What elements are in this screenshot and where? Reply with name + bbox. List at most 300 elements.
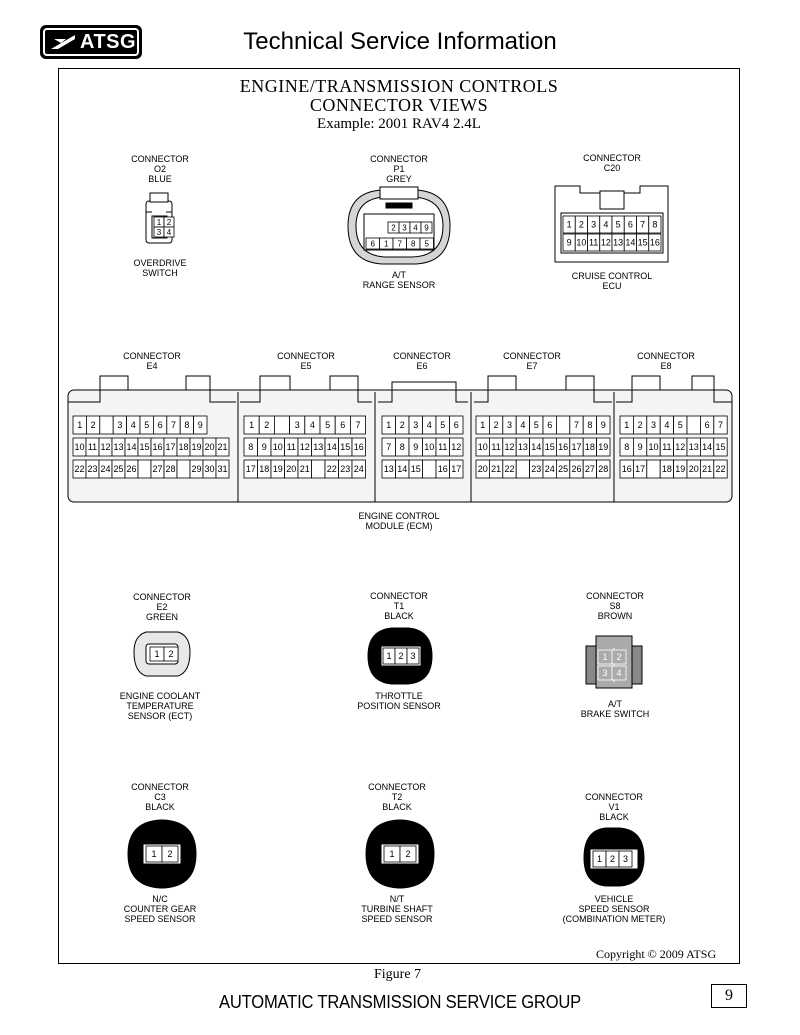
pin-e5_r2-6: [325, 438, 339, 456]
pin-c20_r1-4: [612, 216, 624, 233]
pin-e7_r2-2: [503, 438, 516, 456]
svg-text:5: 5: [615, 219, 621, 230]
svg-text:3: 3: [413, 420, 419, 431]
svg-text:15: 15: [715, 442, 726, 453]
pin-p1_bot-3: [407, 238, 421, 249]
pin-v1-2: [619, 851, 632, 867]
desc-ecm: ENGINE CONTROL MODULE (ECM): [358, 511, 440, 531]
pin-e6_r3-5: [450, 460, 464, 478]
svg-text:27: 27: [584, 464, 595, 475]
pin-p1_top-2: [410, 222, 421, 233]
pin-e7_r1-5: [543, 416, 556, 434]
pin-c20_r1-0: [563, 216, 575, 233]
pin-c3-1: [162, 846, 178, 862]
svg-text:17: 17: [571, 442, 582, 453]
pin-e4_r3-10: [203, 460, 216, 478]
pin-c20_r2-6: [637, 234, 649, 251]
pin-e5_r1-3: [290, 416, 305, 434]
pin-e4_r1-3: [113, 416, 126, 434]
pin-e8_r1-1: [633, 416, 646, 434]
svg-text:1: 1: [151, 849, 157, 860]
svg-text:2: 2: [167, 849, 173, 860]
pin-e7_r3-2: [503, 460, 516, 478]
pin-e7_r1-9: [597, 416, 610, 434]
svg-text:1: 1: [77, 420, 83, 431]
svg-text:15: 15: [410, 464, 421, 475]
pin-v1-1: [606, 851, 619, 867]
svg-text:8: 8: [411, 239, 416, 249]
svg-text:5: 5: [677, 420, 683, 431]
pin-e5_r2-8: [352, 438, 366, 456]
svg-text:5: 5: [144, 420, 150, 431]
figure-title-line1: ENGINE/TRANSMISSION CONTROLS: [239, 76, 559, 96]
svg-text:22: 22: [715, 464, 726, 475]
label-c3: CONNECTOR C3 BLACK: [131, 782, 189, 812]
pin-c20_r2-4: [612, 234, 624, 251]
desc-c20: CRUISE CONTROL ECU: [571, 271, 653, 291]
pin-e8_r3-7: [714, 460, 727, 478]
pin-e7_r1-7: [570, 416, 583, 434]
pin-p1_top-1: [399, 222, 410, 233]
page-title: Technical Service Information: [243, 28, 557, 55]
svg-text:21: 21: [217, 442, 228, 453]
svg-text:15: 15: [544, 442, 555, 453]
svg-text:12: 12: [675, 442, 686, 453]
pin-e4_r2-9: [190, 438, 203, 456]
svg-text:13: 13: [688, 442, 699, 453]
pin-c20_r2-2: [588, 234, 600, 251]
pin-e6_r2-2: [409, 438, 423, 456]
pin-e8_r3-1: [633, 460, 646, 478]
svg-text:8: 8: [248, 442, 254, 453]
label-e5: CONNECTOR E5: [277, 351, 335, 371]
svg-text:12: 12: [451, 442, 462, 453]
pin-c20_r2-1: [575, 234, 587, 251]
pin-e5_r2-4: [298, 438, 312, 456]
svg-text:9: 9: [424, 223, 429, 233]
pin-e8_r1-0: [620, 416, 633, 434]
svg-text:21: 21: [299, 464, 310, 475]
pin-s8a-0: [598, 650, 612, 664]
label-e7: CONNECTOR E7: [503, 351, 561, 371]
svg-text:4: 4: [130, 420, 136, 431]
svg-text:6: 6: [370, 239, 375, 249]
pin-t1-2: [407, 648, 419, 664]
svg-text:5: 5: [424, 239, 429, 249]
pin-e5_r1-4: [305, 416, 320, 434]
pin-e6_r2-4: [436, 438, 450, 456]
svg-text:18: 18: [178, 442, 189, 453]
svg-text:10: 10: [648, 442, 659, 453]
svg-text:4: 4: [603, 219, 609, 230]
pin-e5_r3-6: [325, 460, 339, 478]
svg-text:11: 11: [438, 442, 448, 453]
svg-text:23: 23: [531, 464, 542, 475]
svg-text:2: 2: [399, 420, 405, 431]
pin-e4_r3-9: [190, 460, 203, 478]
pin-e7_r3-1: [489, 460, 502, 478]
pin-e5_r2-1: [258, 438, 272, 456]
svg-text:1: 1: [596, 854, 603, 865]
svg-text:5: 5: [325, 420, 331, 431]
pin-e4_r2-7: [164, 438, 177, 456]
svg-text:7: 7: [170, 420, 177, 431]
svg-text:2: 2: [578, 219, 584, 230]
svg-text:4: 4: [426, 420, 432, 431]
pin-e4_r2-10: [203, 438, 216, 456]
figure-example: Example: 2001 RAV4 2.4L: [317, 116, 481, 132]
pin-e8_r2-7: [714, 438, 727, 456]
svg-text:3: 3: [410, 651, 416, 662]
pin-e8_r1-6: [700, 416, 713, 434]
pin-e8_r2-6: [700, 438, 713, 456]
figure-title-line2: CONNECTOR VIEWS: [309, 95, 489, 115]
svg-text:19: 19: [272, 464, 283, 475]
pin-e7_r3-6: [556, 460, 569, 478]
svg-text:20: 20: [204, 442, 215, 453]
svg-text:20: 20: [477, 464, 488, 475]
pin-e6_r3-3: [423, 460, 437, 478]
pin-e8_r3-3: [660, 460, 673, 478]
svg-text:21: 21: [702, 464, 713, 475]
pin-e8_r2-4: [674, 438, 687, 456]
svg-text:31: 31: [217, 464, 228, 475]
page-number: 9: [711, 984, 747, 1008]
pin-e4_r3-3: [112, 460, 125, 478]
pin-e5_r3-4: [298, 460, 312, 478]
pin-e5_r1-5: [320, 416, 335, 434]
svg-text:26: 26: [571, 464, 582, 475]
pin-e4_r3-8: [177, 460, 190, 478]
svg-text:3: 3: [591, 219, 597, 230]
svg-text:8: 8: [399, 442, 405, 453]
svg-text:9: 9: [261, 442, 267, 453]
svg-text:12: 12: [504, 442, 515, 453]
svg-text:14: 14: [531, 442, 542, 453]
pin-e5_r3-3: [285, 460, 299, 478]
pin-e4_r3-7: [164, 460, 177, 478]
pin-e5_r2-5: [312, 438, 326, 456]
svg-text:28: 28: [598, 464, 609, 475]
svg-text:10: 10: [272, 442, 283, 453]
svg-text:12: 12: [100, 442, 111, 453]
pin-e6_r1-2: [409, 416, 423, 434]
pin-e7_r2-8: [583, 438, 596, 456]
pin-e4_r1-1: [86, 416, 99, 434]
desc-p1: A/T RANGE SENSOR: [362, 270, 436, 290]
pin-e4_r2-11: [216, 438, 229, 456]
pin-e5_r2-7: [339, 438, 353, 456]
svg-text:10: 10: [576, 237, 587, 248]
pin-e8_r1-3: [660, 416, 673, 434]
svg-text:26: 26: [126, 464, 137, 475]
pin-p1_bot-1: [380, 238, 394, 249]
figure-caption: Figure 7: [374, 967, 422, 982]
pin-e6_r2-0: [382, 438, 396, 456]
svg-text:14: 14: [326, 442, 337, 453]
pin-e8_r1-7: [714, 416, 727, 434]
pin-e5_r2-0: [244, 438, 258, 456]
svg-text:2: 2: [90, 420, 96, 431]
pin-e5_r1-2: [274, 416, 289, 434]
svg-text:1: 1: [154, 649, 160, 660]
pin-e7_r1-4: [530, 416, 543, 434]
svg-text:1: 1: [624, 420, 630, 431]
footer-org: AUTOMATIC TRANSMISSION SERVICE GROUP: [218, 992, 582, 1012]
pin-e7_r1-8: [583, 416, 596, 434]
svg-text:17: 17: [635, 464, 646, 475]
pin-e4_r3-0: [73, 460, 86, 478]
svg-text:24: 24: [100, 464, 111, 475]
pin-c20_r1-1: [575, 216, 587, 233]
pin-e5_r3-0: [244, 460, 258, 478]
svg-text:11: 11: [662, 442, 672, 453]
pin-s8b-1: [612, 666, 626, 680]
pin-e7_r1-1: [489, 416, 502, 434]
svg-text:5: 5: [533, 420, 539, 431]
svg-text:2: 2: [168, 649, 174, 660]
svg-text:16: 16: [437, 464, 448, 475]
pin-e7_r1-0: [476, 416, 489, 434]
label-s8: CONNECTOR S8 BROWN: [586, 591, 644, 621]
pin-e4_r2-3: [112, 438, 125, 456]
svg-text:4: 4: [664, 420, 670, 431]
svg-text:3: 3: [402, 223, 407, 233]
label-t1: CONNECTOR T1 BLACK: [370, 591, 428, 621]
pin-c20_r1-7: [649, 216, 661, 233]
svg-text:6: 6: [157, 420, 163, 431]
svg-text:20: 20: [688, 464, 699, 475]
svg-text:1: 1: [384, 239, 389, 249]
pin-e6_r3-1: [396, 460, 410, 478]
pin-e2-1: [164, 647, 178, 661]
pin-e5_r3-1: [258, 460, 272, 478]
svg-text:3: 3: [117, 420, 123, 431]
svg-text:19: 19: [191, 442, 202, 453]
pin-p1_bot-0: [366, 238, 380, 249]
pin-e5_r2-2: [271, 438, 285, 456]
label-e4: CONNECTOR E4: [123, 351, 181, 371]
pin-c20_r1-3: [600, 216, 612, 233]
svg-text:6: 6: [704, 420, 710, 431]
pin-e6_r1-3: [423, 416, 437, 434]
svg-text:17: 17: [165, 442, 176, 453]
pin-e8_r1-4: [674, 416, 687, 434]
label-t2: CONNECTOR T2 BLACK: [368, 782, 426, 812]
pin-e7_r3-4: [530, 460, 543, 478]
svg-text:2: 2: [616, 652, 622, 663]
svg-text:1: 1: [602, 652, 608, 663]
svg-text:7: 7: [640, 219, 646, 230]
pin-e4_r1-8: [180, 416, 193, 434]
pin-e6_r3-2: [409, 460, 423, 478]
pin-e4_r1-6: [153, 416, 166, 434]
svg-text:12: 12: [600, 237, 611, 248]
pin-e7_r2-0: [476, 438, 489, 456]
pin-e7_r2-4: [530, 438, 543, 456]
svg-text:4: 4: [616, 668, 622, 679]
pin-e8_r3-2: [647, 460, 660, 478]
label-e2: CONNECTOR E2 GREEN: [133, 592, 191, 622]
pin-e6_r2-1: [396, 438, 410, 456]
pin-e8_r2-2: [647, 438, 660, 456]
desc-e2: ENGINE COOLANT TEMPERATURE SENSOR (ECT): [119, 691, 201, 721]
pin-e8_r3-4: [674, 460, 687, 478]
svg-text:13: 13: [517, 442, 528, 453]
pin-e4_r3-5: [138, 460, 151, 478]
svg-text:4: 4: [309, 420, 315, 431]
pin-o2b-0: [154, 227, 164, 237]
svg-text:7: 7: [717, 420, 724, 431]
pin-e7_r2-1: [489, 438, 502, 456]
svg-text:1: 1: [566, 219, 572, 230]
svg-text:18: 18: [661, 464, 672, 475]
pin-c20_r2-3: [600, 234, 612, 251]
svg-text:2: 2: [166, 217, 172, 227]
pin-e6_r1-5: [450, 416, 464, 434]
pin-p1_top-0: [388, 222, 399, 233]
copyright: Copyright © 2009 ATSG: [596, 947, 717, 961]
svg-text:11: 11: [87, 442, 98, 453]
svg-text:7: 7: [397, 239, 402, 249]
pin-p1_bot-4: [420, 238, 434, 249]
pin-e7_r3-9: [597, 460, 610, 478]
svg-text:8: 8: [652, 219, 658, 230]
pin-e4_r2-0: [73, 438, 86, 456]
pin-e8_r1-5: [687, 416, 700, 434]
pin-e6_r3-0: [382, 460, 396, 478]
pin-e8_r1-2: [647, 416, 660, 434]
svg-text:22: 22: [326, 464, 337, 475]
pin-e4_r1-0: [73, 416, 86, 434]
svg-text:14: 14: [702, 442, 713, 453]
pin-e4_r1-7: [167, 416, 180, 434]
svg-text:8: 8: [184, 420, 190, 431]
svg-text:10: 10: [477, 442, 488, 453]
pin-o2a-1: [164, 217, 174, 227]
svg-text:24: 24: [353, 464, 364, 475]
pin-e4_r2-6: [151, 438, 164, 456]
pin-e4_r1-9: [194, 416, 207, 434]
logo-text: ATSG: [80, 30, 137, 53]
pin-e4_r2-1: [86, 438, 99, 456]
pin-t2-0: [384, 846, 400, 862]
pin-e7_r3-7: [570, 460, 583, 478]
svg-text:22: 22: [74, 464, 85, 475]
pin-t2-1: [400, 846, 416, 862]
svg-text:2: 2: [398, 651, 404, 662]
pin-e8_r3-0: [620, 460, 633, 478]
pin-e7_r3-5: [543, 460, 556, 478]
svg-text:20: 20: [286, 464, 297, 475]
pin-e4_r1-4: [127, 416, 140, 434]
pin-layer: [73, 216, 727, 867]
pin-c20_r1-5: [624, 216, 636, 233]
pin-e5_r1-6: [335, 416, 350, 434]
svg-text:11: 11: [588, 237, 599, 248]
pin-e7_r2-3: [516, 438, 529, 456]
svg-text:14: 14: [625, 237, 636, 248]
svg-text:18: 18: [259, 464, 270, 475]
pin-e6_r2-5: [450, 438, 464, 456]
desc-s8: A/T BRAKE SWITCH: [580, 699, 650, 719]
svg-text:11: 11: [286, 442, 296, 453]
svg-text:4: 4: [520, 420, 526, 431]
pin-e4_r2-8: [177, 438, 190, 456]
svg-text:6: 6: [627, 219, 633, 230]
svg-text:9: 9: [413, 442, 419, 453]
svg-text:2: 2: [637, 420, 643, 431]
pin-e6_r1-4: [436, 416, 450, 434]
pin-e7_r2-7: [570, 438, 583, 456]
pin-c20_r2-5: [624, 234, 636, 251]
svg-text:2: 2: [493, 420, 499, 431]
pin-e7_r3-8: [583, 460, 596, 478]
pin-e5_r3-8: [352, 460, 366, 478]
pin-o2b-1: [164, 227, 174, 237]
pin-c20_r2-0: [563, 234, 575, 251]
pin-e7_r1-6: [556, 416, 569, 434]
pin-e5_r3-5: [312, 460, 326, 478]
svg-text:14: 14: [126, 442, 137, 453]
svg-text:10: 10: [74, 442, 85, 453]
svg-text:16: 16: [649, 237, 660, 248]
svg-text:1: 1: [386, 651, 392, 662]
pin-e7_r2-5: [543, 438, 556, 456]
pin-c20_r1-2: [588, 216, 600, 233]
pin-e7_r1-2: [503, 416, 516, 434]
svg-text:8: 8: [587, 420, 593, 431]
pin-e5_r1-0: [244, 416, 259, 434]
pin-s8b-0: [598, 666, 612, 680]
desc-c3: N/C COUNTER GEAR SPEED SENSOR: [123, 894, 197, 924]
svg-text:25: 25: [113, 464, 124, 475]
pin-e5_r1-1: [259, 416, 274, 434]
pin-e7_r2-6: [556, 438, 569, 456]
svg-text:1: 1: [386, 420, 392, 431]
svg-text:9: 9: [600, 420, 606, 431]
pin-t1-0: [383, 648, 395, 664]
svg-text:13: 13: [113, 442, 124, 453]
pin-e7_r3-3: [516, 460, 529, 478]
svg-text:10: 10: [424, 442, 435, 453]
pin-t1-1: [395, 648, 407, 664]
svg-text:3: 3: [506, 420, 513, 431]
desc-v1: VEHICLE SPEED SENSOR (COMBINATION METER): [562, 894, 666, 924]
svg-text:16: 16: [152, 442, 163, 453]
svg-text:6: 6: [453, 420, 459, 431]
svg-text:29: 29: [191, 464, 202, 475]
svg-text:25: 25: [558, 464, 569, 475]
label-v1: CONNECTOR V1 BLACK: [585, 792, 643, 822]
svg-text:19: 19: [598, 442, 609, 453]
svg-text:1: 1: [389, 849, 395, 860]
svg-text:22: 22: [504, 464, 515, 475]
desc-t1: THROTTLE POSITION SENSOR: [357, 691, 441, 711]
svg-text:7: 7: [386, 442, 392, 453]
pin-e2-0: [150, 647, 164, 661]
svg-text:1: 1: [480, 420, 486, 431]
pin-e4_r1-5: [140, 416, 153, 434]
label-e6: CONNECTOR E6: [393, 351, 451, 371]
svg-text:13: 13: [313, 442, 324, 453]
pin-e8_r3-6: [700, 460, 713, 478]
svg-text:16: 16: [353, 442, 364, 453]
svg-text:3: 3: [622, 854, 629, 865]
pin-e7_r3-0: [476, 460, 489, 478]
svg-text:19: 19: [675, 464, 686, 475]
pin-e5_r2-3: [285, 438, 299, 456]
